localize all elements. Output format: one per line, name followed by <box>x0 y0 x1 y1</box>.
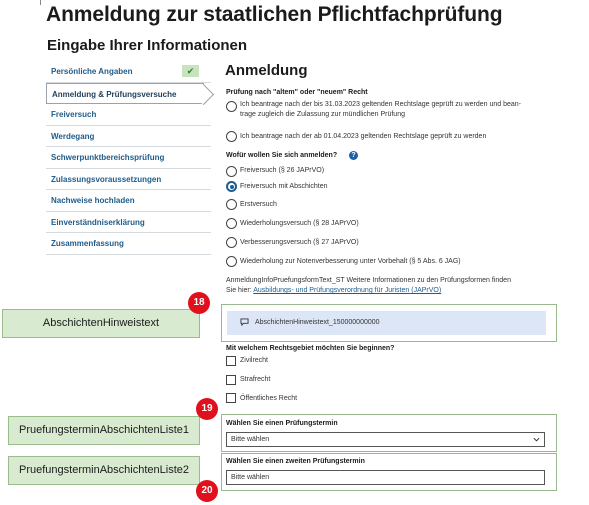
sidebar-item-label: Zusammenfassung <box>51 239 124 248</box>
radio-type-verbesserungsversuch[interactable] <box>226 237 237 248</box>
top-tick-decoration <box>40 0 41 5</box>
area-question-label: Mit welchem Rechtsgebiet möchten Sie beginnen? <box>226 345 395 352</box>
sidebar-item-einverstaendniserklaerung[interactable] <box>46 212 211 234</box>
callout-pruefungstermin-liste2: PruefungsterminAbschichtenListe2 <box>8 456 200 485</box>
sidebar-item-label: Freiversuch <box>51 110 97 119</box>
help-icon[interactable]: ? <box>349 151 358 160</box>
hint-text: AbschichtenHinweistext_150000000000 <box>255 319 380 326</box>
law-option-old-line1: Ich beantrage nach der bis 31.03.2023 geltenden Rechtslage geprüft zu werden und bean- <box>240 101 521 108</box>
sidebar-item-label: Zulassungsvoraussetzungen <box>51 174 162 184</box>
area-option-label: Öffentliches Recht <box>240 395 298 402</box>
select2-value: Bitte wählen <box>231 474 270 481</box>
info-prefix: Sie hier: <box>226 287 254 294</box>
law-option-old-line2: trage zugleich die Zulassung zur mündlichen Prüfung <box>240 111 405 118</box>
sidebar-item-label: Werdegang <box>51 131 95 141</box>
type-question-label: Wofür wollen Sie sich anmelden? <box>226 152 338 159</box>
checkbox-strafrecht[interactable] <box>226 375 236 385</box>
marker-18: 18 <box>188 292 210 314</box>
type-option-label: Freiversuch mit Abschichten <box>240 183 328 190</box>
pruefungstermin-select-1[interactable] <box>226 432 545 447</box>
law-question-label: Prüfung nach "altem" oder "neuem" Recht <box>226 89 368 96</box>
select1-value: Bitte wählen <box>231 436 270 443</box>
japrvo-link[interactable]: Ausbildungs- und Prüfungsverordnung für Juristen (JAPrVO) <box>253 287 442 294</box>
page-subtitle: Eingabe Ihrer Informationen <box>47 37 248 54</box>
marker-19: 19 <box>196 398 218 420</box>
chevron-down-icon <box>533 436 540 443</box>
info-line2 <box>226 286 556 296</box>
area-option-label: Zivilrecht <box>240 357 269 364</box>
radio-type-freiversuch-abschichten[interactable] <box>226 181 237 192</box>
sidebar-item-persoenliche-angaben[interactable] <box>46 61 211 83</box>
type-option-label: Freiversuch (§ 26 JAPrVO) <box>240 167 325 174</box>
pruefungstermin-select-2[interactable] <box>226 470 545 485</box>
radio-law-new[interactable] <box>226 131 237 142</box>
sidebar-item-label: Nachweise hochladen <box>51 196 135 205</box>
radio-law-old[interactable] <box>226 101 237 112</box>
type-option-label: Wiederholung zur Notenverbesserung unter Vorbehalt (§ 5 Abs. 6 JAG) <box>240 258 461 265</box>
select2-label: Wählen Sie einen zweiten Prüfungstermin <box>226 458 365 465</box>
select1-label: Wählen Sie einen Prüfungstermin <box>226 420 338 427</box>
type-option-label: Erstversuch <box>240 201 277 208</box>
section-heading: Anmeldung <box>225 62 308 79</box>
radio-type-notenverbesserung[interactable] <box>226 256 237 267</box>
marker-20: 20 <box>196 480 218 502</box>
radio-type-wiederholungsversuch[interactable] <box>226 218 237 229</box>
sidebar-item-label: Persönliche Angaben <box>51 67 133 76</box>
pruefungsform-info <box>226 276 556 296</box>
sidebar-item-schwerpunktbereichspruefung[interactable] <box>46 147 211 169</box>
checkmark-icon: ✔ <box>182 65 199 77</box>
info-line1: AnmeldungInfoPruefungsformText_ST Weitere Informationen zu den Prüfungsformen finden <box>226 277 511 284</box>
callout-pruefungstermin-liste1: PruefungsterminAbschichtenListe1 <box>8 416 200 445</box>
type-option-label: Verbesserungsversuch (§ 27 JAPrVO) <box>240 239 359 246</box>
sidebar-item-werdegang[interactable] <box>46 126 211 148</box>
sidebar-item-zulassungsvoraussetzungen[interactable] <box>46 169 211 191</box>
sidebar-nav <box>46 61 211 255</box>
radio-type-freiversuch[interactable] <box>226 166 237 177</box>
sidebar-item-nachweise-hochladen[interactable] <box>46 190 211 212</box>
law-option-new: Ich beantrage nach der ab 01.04.2023 geltenden Rechtslage geprüft zu werden <box>240 133 487 140</box>
sidebar-item-freiversuch[interactable] <box>46 104 211 126</box>
sidebar-item-zusammenfassung[interactable] <box>46 233 211 255</box>
type-option-label: Wiederholungsversuch (§ 28 JAPrVO) <box>240 220 359 227</box>
sidebar-item-label: Schwerpunktbereichsprüfung <box>51 153 165 162</box>
radio-type-erstversuch[interactable] <box>226 199 237 210</box>
checkbox-zivilrecht[interactable] <box>226 356 236 366</box>
sidebar-item-label: Anmeldung & Prüfungsversuche <box>52 89 177 99</box>
sidebar-item-anmeldung[interactable] <box>46 83 204 105</box>
page-title: Anmeldung zur staatlichen Pflichtfachprüfung <box>46 3 503 26</box>
comment-icon <box>240 318 249 326</box>
sidebar-item-label: Einverständniserklärung <box>51 217 145 227</box>
callout-abschichten-hinweistext: AbschichtenHinweistext <box>2 309 200 338</box>
checkbox-oeffentliches-recht[interactable] <box>226 393 236 403</box>
area-option-label: Strafrecht <box>240 376 271 383</box>
